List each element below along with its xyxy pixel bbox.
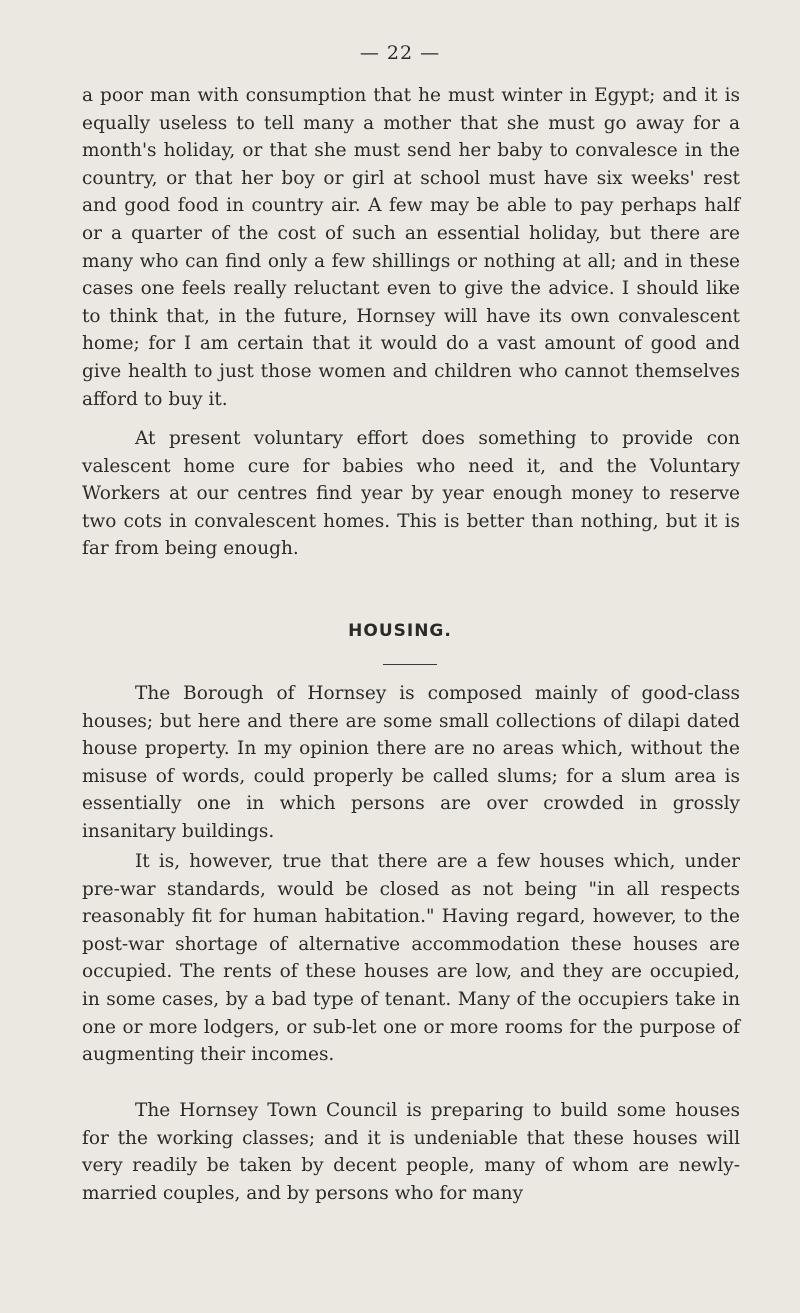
paragraph-town-council: The Hornsey Town Council is preparing to build some houses for the working classes; and it is undeniable that these houses will very readily be taken by decent people, many of whom are newly-married couples, and by persons who for many <box>82 1100 740 1204</box>
paragraph-pre-war-standards: It is, however, true that there are a few houses which, under pre-war standards, would be closed as not being "in all respects reasonably fit for human habitation." Having regard, however, to the post-war shortage of alternative accommodation these houses are occupied. The rents of these houses are low, and they are occupied, in some cases, by a bad type of tenant. Many of the occupiers take in one or more lodgers, or sub-let one or more rooms for the purpose of augmenting their incomes. <box>82 851 740 1066</box>
paragraph-borough-houses: The Borough of Hornsey is composed mainly of good-class houses; but here and there are some small collections of dilapi dated house property. In my opinion there are no areas which, without the misuse of words, could properly be called slums; for a slum area is essentially one in which persons are over crowded in grossly insanitary buildings. <box>82 683 740 842</box>
page-number: — 22 — <box>359 42 441 64</box>
paragraph-convalescence: a poor man with consumption that he must winter in Egypt; and it is equally useless to tell many a mother that she must go away for a month's holiday, or that she must send her baby to convalesce in the country, or that her boy or girl at school must have six weeks' rest and good food in country air. A few may be able to pay perhaps half or a quarter of the cost of such an essential holiday, but there are many who can find only a few shillings or nothing at all; and in these cases one feels really reluctant even to give the advice. I should like to think that, in the future, Hornsey will have its own convalescent home; for I am certain that it would do a vast amount of good and give health to just those women and children who cannot themselves afford to buy it. <box>82 85 740 410</box>
paragraph-voluntary-effort: At present voluntary effort does something to provide con valescent home cure for babies who need it, and the Voluntary Workers at our centres find year by year enough money to reserve two cots in convalescent homes. This is better than nothing, but it is far from being enough. <box>82 428 740 560</box>
section-heading-housing: HOUSING. <box>348 621 452 641</box>
heading-divider <box>383 664 437 665</box>
